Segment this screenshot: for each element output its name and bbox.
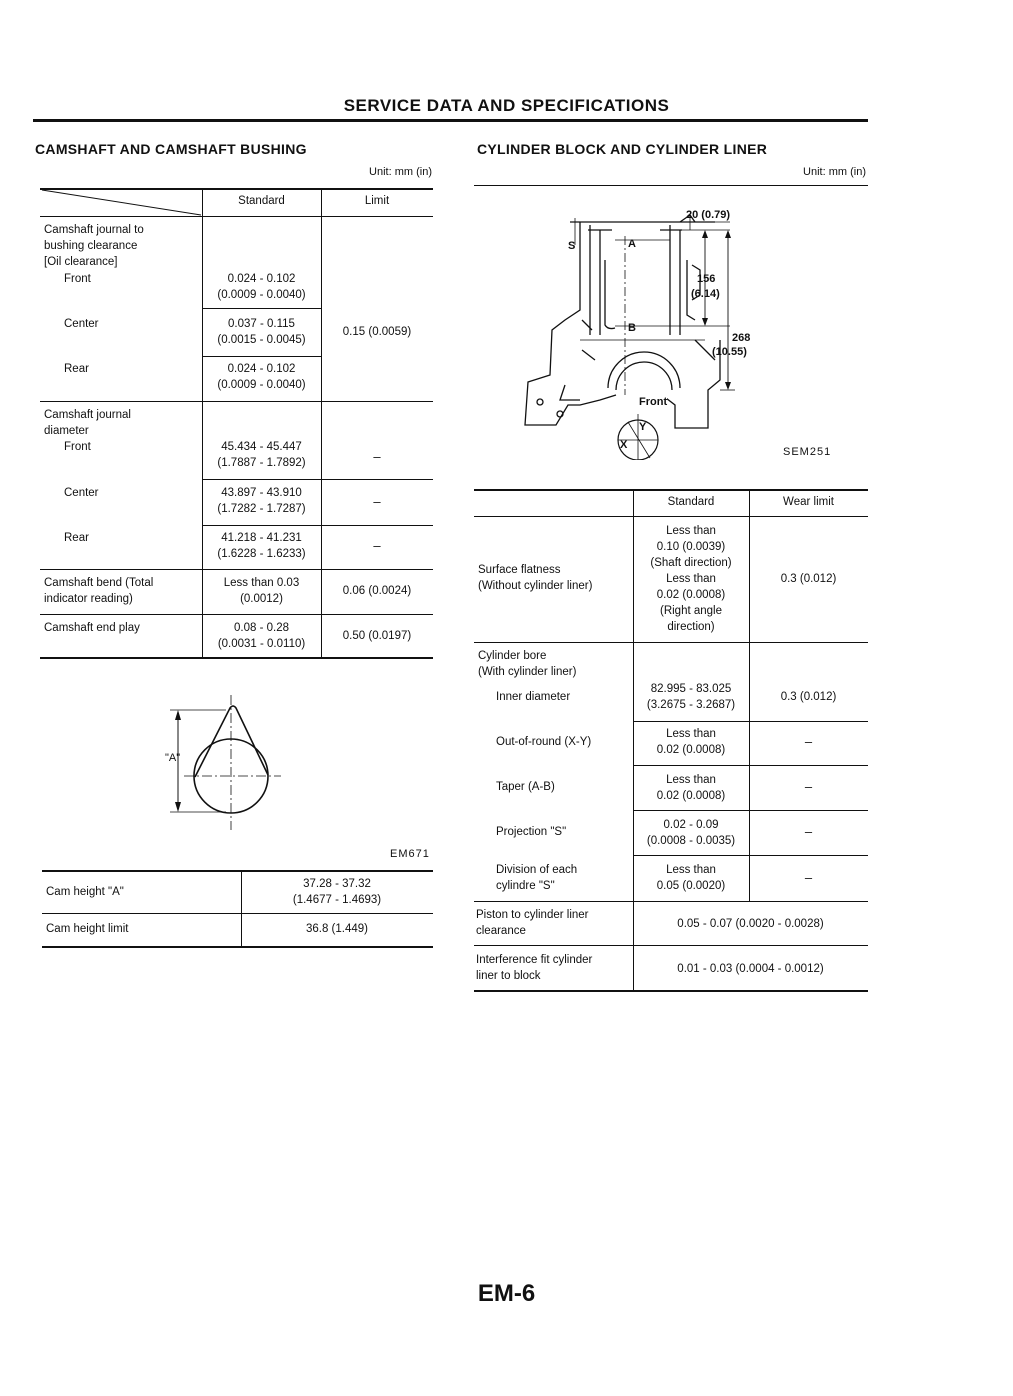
inner-diameter-label: Inner diameter — [496, 691, 571, 703]
flatness-label: Surface flatness (Without cylinder liner) — [478, 564, 593, 592]
piston-clearance-value: 0.05 - 0.07 (0.0020 - 0.0028) — [677, 918, 824, 930]
journal-front-standard: 45.434 - 45.447 (1.7887 - 1.7892) — [217, 441, 306, 469]
dim-20: 20 (0.79) — [686, 209, 731, 221]
interference-fit-value: 0.01 - 0.03 (0.0004 - 0.0012) — [677, 963, 824, 975]
endplay-label: Camshaft end play — [44, 622, 140, 634]
cam-figure-code: EM671 — [390, 848, 430, 860]
col-limit-header: Limit — [364, 195, 390, 207]
camshaft-unit: Unit: mm (in) — [369, 166, 432, 178]
out-of-round-limit: – — [804, 734, 813, 749]
rear-standard: 0.024 - 0.102 (0.0009 - 0.0040) — [217, 363, 306, 391]
flatness-limit: 0.3 (0.012) — [780, 573, 837, 585]
label-s: S — [568, 240, 576, 252]
endplay-standard: 0.08 - 0.28 (0.0031 - 0.0110) — [217, 622, 306, 650]
camshaft-section-title: CAMSHAFT AND CAMSHAFT BUSHING — [35, 141, 307, 157]
projection-label: Projection "S" — [496, 826, 567, 838]
page-number: EM-6 — [477, 1280, 536, 1307]
cam-height-limit-value: 36.8 (1.449) — [305, 923, 368, 935]
out-of-round-standard: Less than 0.02 (0.0008) — [656, 728, 726, 756]
bend-label: Camshaft bend (Total indicator reading) — [44, 577, 154, 605]
label-x: X — [620, 439, 628, 451]
page-header-title: SERVICE DATA AND SPECIFICATIONS — [343, 96, 670, 115]
journal-front-limit: – — [373, 449, 381, 464]
dim-268-inch: (10.55) — [712, 346, 747, 358]
dim-156: 156 — [697, 273, 716, 285]
journal-center-standard: 43.897 - 43.910 (1.7282 - 1.7287) — [217, 487, 306, 515]
taper-label: Taper (A-B) — [496, 781, 555, 793]
cylinder-figure-code: SEM251 — [783, 446, 832, 458]
cam-height-label: Cam height "A" — [46, 886, 124, 898]
cyl-col-standard: Standard — [667, 496, 715, 508]
taper-standard: Less than 0.02 (0.0008) — [656, 774, 726, 802]
endplay-limit: 0.50 (0.0197) — [342, 630, 412, 642]
label-b: B — [628, 322, 636, 334]
label-front: Front — [639, 396, 668, 408]
front-label: Front — [64, 273, 91, 285]
inner-diameter-standard: 82.995 - 83.025 (3.2675 - 3.2687) — [646, 683, 736, 711]
interference-fit-label: Interference fit cylinder liner to block — [476, 954, 593, 982]
center-label: Center — [64, 318, 99, 330]
cylinder-section-title: CYLINDER BLOCK AND CYLINDER LINER — [477, 141, 768, 157]
cam-dim-label-a: "A" — [165, 752, 181, 764]
flatness-standard: Less than 0.10 (0.0039) (Shaft direction) Less than 0.02 (0.0008) (Right angle direction) — [650, 525, 732, 633]
division-label: Division of each cylindre "S" — [496, 864, 578, 892]
front-standard: 0.024 - 0.102 (0.0009 - 0.0040) — [217, 273, 306, 301]
journal-diameter-label: Camshaft journal diameter — [44, 409, 131, 437]
label-y: Y — [639, 421, 647, 433]
taper-limit: – — [804, 779, 813, 794]
inner-diameter-limit: 0.3 (0.012) — [780, 691, 837, 703]
journal-rear-label: Rear — [64, 532, 89, 544]
rear-label: Rear — [64, 363, 89, 375]
division-standard: Less than 0.05 (0.0020) — [656, 864, 726, 892]
out-of-round-label: Out-of-round (X-Y) — [496, 736, 592, 748]
bend-limit: 0.06 (0.0024) — [342, 585, 412, 597]
bend-standard: Less than 0.03 (0.0012) — [223, 577, 300, 605]
projection-standard: 0.02 - 0.09 (0.0008 - 0.0035) — [646, 819, 736, 847]
journal-rear-limit: – — [373, 538, 381, 553]
cam-height-value: 37.28 - 37.32 (1.4677 - 1.4693) — [292, 878, 382, 906]
dim-268: 268 — [732, 332, 751, 344]
journal-front-label: Front — [64, 441, 91, 453]
center-standard: 0.037 - 0.115 (0.0015 - 0.0045) — [217, 318, 306, 346]
cam-height-limit-label: Cam height limit — [46, 923, 129, 935]
journal-center-limit: – — [373, 494, 381, 509]
journal-center-label: Center — [64, 487, 99, 499]
dim-156-inch: (6.14) — [691, 288, 720, 300]
clearance-label: Camshaft journal to bushing clearance [Oil clearance] — [44, 224, 144, 268]
col-standard-header: Standard — [238, 195, 285, 207]
piston-clearance-label: Piston to cylinder liner clearance — [476, 909, 589, 937]
clearance-limit: 0.15 (0.0059) — [342, 326, 412, 338]
cyl-col-wear-limit: Wear limit — [783, 496, 834, 508]
division-limit: – — [804, 870, 813, 885]
label-a: A — [628, 238, 636, 250]
cylinder-unit: Unit: mm (in) — [803, 166, 866, 178]
journal-rear-standard: 41.218 - 41.231 (1.6228 - 1.6233) — [217, 532, 306, 560]
bore-label: Cylinder bore (With cylinder liner) — [478, 650, 577, 678]
projection-limit: – — [804, 824, 813, 839]
